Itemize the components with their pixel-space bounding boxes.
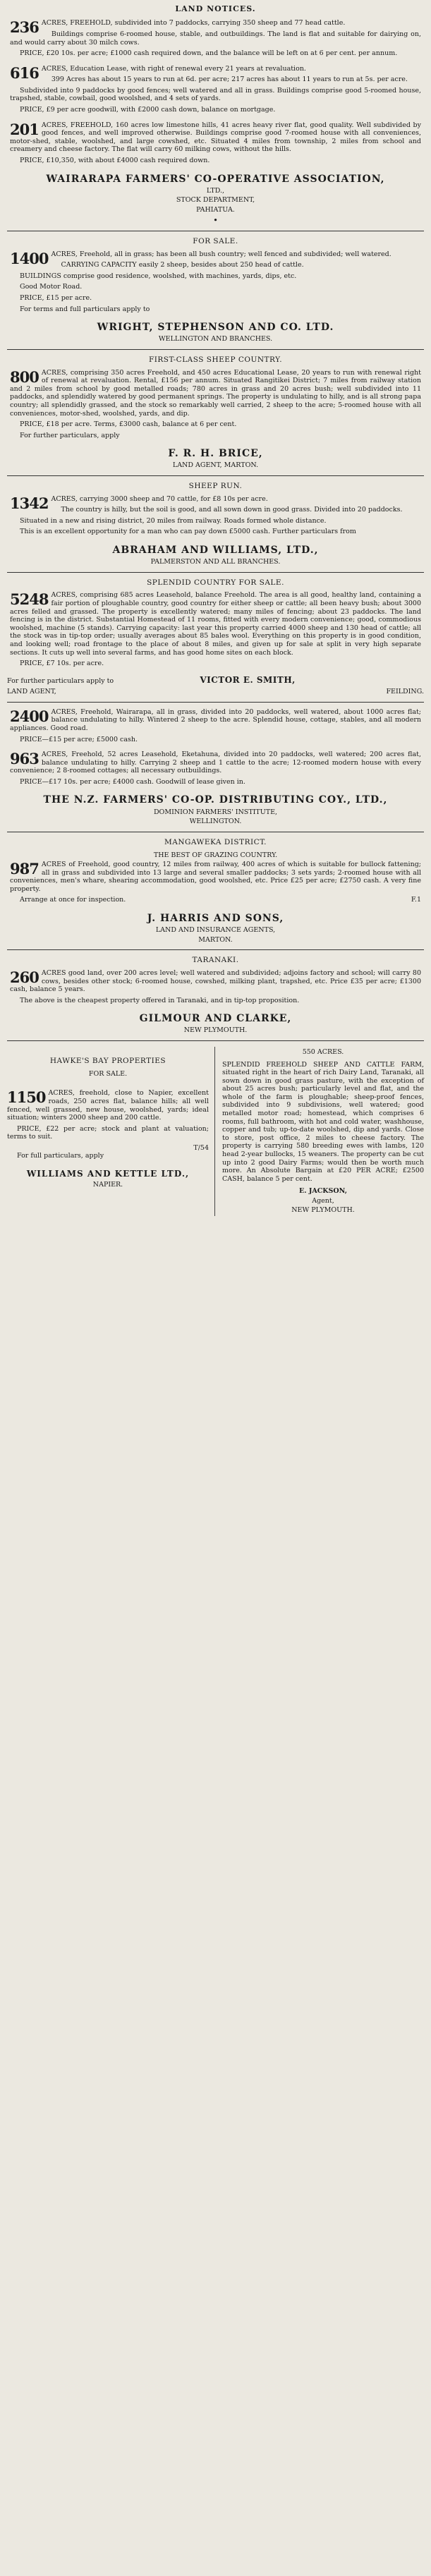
ad-963-acres [10,751,421,789]
ad-text: For full particulars, apply [17,1152,104,1160]
ad-lead-number: 1342 [10,494,49,512]
ad-reference: F.1 [411,896,421,904]
left-column [7,1047,215,1216]
divider [7,349,424,350]
ad-text: Buildings comprise 6-roomed house, stable, and outbuildings. The land is flat and suitable for dairying on, and would carry about 30 milch cows. [10,30,421,47]
ad-title: 550 ACRES. [302,1047,344,1056]
ad-text-inline: Arrange at once for inspection. [20,896,126,904]
ad-550-acres [222,1061,424,1184]
ad-lead-number: 2400 [10,707,49,725]
advertiser-location: WELLINGTON. [189,818,242,826]
divider [7,949,424,950]
ad-lead-number: 260 [10,968,39,987]
advertiser-location: FEILDING. [386,688,424,696]
ad-text: ACRES, carrying 3000 sheep and 70 cattle, for £8 10s per acre. [51,494,268,503]
advertiser-ltd: LTD., [206,186,225,195]
advertiser-name: J. HARRIS AND SONS, [147,912,284,924]
ad-text: ACRES, freehold, close to Napier, excellent roads, 250 acres flat, balance hills; all well fenced, well grassed, new house, woolshed, yards; ideal situation; winters 2000 sheep and 200 cattle. [7,1089,209,1122]
ad-text: ACRES, comprising 350 acres Freehold, and 450 acres Educational Lease, 20 years to run with renewal right of renewal at revaluation. Rental, £156 per annum. Situated Rangitikei District; 7 miles from railway station and 2 miles from school by good metalled roads; 780 acres in grass and 20 acres bush; well subdivided into 11 paddocks, and splendidly watered by good permanent springs. The property is undulating to hilly, and is all strong papa country; all splendidly grassed, and the stock so remarkably well carried, 2 sheep to the acre; 5-roomed house with all conveniences, motor-shed, woolshed, yards, and dip. [10,368,421,418]
ad-text: ACRES, Freehold, all in grass; has been all bush country; well fenced and subdivided; well watered. [51,250,391,258]
ad-lead-number: 1400 [10,249,49,267]
ad-title: FIRST-CLASS SHEEP COUNTRY. [148,355,283,364]
ad-201-acres [10,121,421,168]
spacer [7,1079,209,1089]
land-notices-page [7,0,424,1216]
ad-price: PRICE, £7 10s. per acre. [20,660,104,668]
agent-row [7,675,424,686]
ad-price: PRICE, £22 per acre; stock and plant at valuation; terms to suit. [7,1124,209,1141]
ad-price: PRICE, £15 per acre. [20,294,92,302]
ad-text: The country is hilly, but the soil is good, and all sown down in good grass. Divided into 20 paddocks. [61,506,403,514]
ad-title: SHEEP RUN. [188,481,243,490]
divider [7,1040,424,1041]
advertiser-sub: LAND AND INSURANCE AGENTS, [155,926,276,935]
ad-5248-acres [10,591,421,670]
ad-price: PRICE, £10,350, with about £4000 cash required down. [20,156,210,164]
ad-subtitle: THE BEST OF GRAZING COUNTRY. [153,851,278,859]
ad-2400-acres [10,708,421,746]
ad-1342-acres [10,495,421,539]
advertiser-name: WAIRARAPA FARMERS' CO-OPERATIVE ASSOCIATION, [46,173,385,185]
ad-lead-number: 963 [10,750,39,768]
advertiser-name: ABRAHAM AND WILLIAMS, LTD., [112,545,319,556]
ad-lead-number: 201 [10,120,39,138]
advertiser-role: Agent, [312,1196,334,1205]
ad-text: For terms and full particulars apply to [20,305,150,313]
advertiser-location: PALMERSTON AND ALL BRANCHES. [150,558,281,566]
ad-subtitle: FOR SALE. [88,1069,128,1078]
ad-lead-number: 616 [10,63,39,82]
ad-616-acres [10,65,421,117]
advertiser-name: THE N.Z. FARMERS' CO-OP. DISTRIBUTING COY., LTD., [43,794,388,806]
ad-1400-acres [10,250,421,316]
two-column-ads [7,1047,424,1216]
ad-title: HAWKE'S BAY PROPERTIES [49,1056,166,1065]
ad-text: Situated in a new and rising district, 20 miles from railway. Roads formed whole distance. [20,516,327,525]
advertiser-name: E. JACKSON, [298,1187,348,1196]
advertiser-location: LAND AGENT, MARTON. [172,461,259,470]
divider [7,475,424,476]
ad-text: The above is the cheapest property offered in Taranaki, and in tip-top proposition. [20,996,300,1004]
right-column [222,1047,424,1216]
advertiser-location: NEW PLYMOUTH. [183,1026,248,1035]
ad-lead-number: 987 [10,860,39,878]
ad-text: ACRES, Education Lease, with right of renewal every 21 years at revaluation. [41,64,306,73]
ad-title: SPLENDID COUNTRY FOR SALE. [147,578,284,587]
ad-text: Good Motor Road. [20,283,83,291]
ad-987-acres [10,861,421,907]
ad-lead-number: 1150 [7,1088,46,1107]
ad-1150-acres [7,1089,209,1163]
ad-text: ACRES, FREEHOLD, 160 acres low limestone hills, 41 acres heavy river flat, good quality. Well subdivided by good fences, and well improved otherwise. Buildings comprise good 7-roomed house with all conveniences, motor-shed, stable, woolshed, and large cowshed, etc. Situated 4 miles from township, 2 miles from school and creamery and cheese factory. The flat will carry 60 milking cows, without the hills. [10,121,421,154]
separator-dot: • [213,217,218,225]
ad-800-acres [10,369,421,443]
ad-text: This is an excellent opportunity for a man who can pay down £5000 cash. Further particulars from [20,528,356,536]
advertiser-name: WRIGHT, STEPHENSON AND CO. LTD. [97,322,334,334]
ad-text: CARRYING CAPACITY easily 2 sheep, besides about 250 head of cattle. [61,261,304,269]
advertiser-name: F. R. H. BRICE, [168,448,263,460]
ad-text: For further particulars apply to [7,676,114,685]
ad-236-acres [10,19,421,60]
divider [7,572,424,573]
advertiser-location: MARTON. [198,935,233,944]
ad-text: SPLENDID FREEHOLD SHEEP AND CATTLE FARM, situated right in the heart of rich Dairy Land, Taranaki, all sown down in good grass pasture, with the exception of about 25 acres bush; particularly level and flat, and the whole of the farm is ploughable; sheep-proof fences, subdivided into 9 subdivisions, well watered; good metalled motor road; homestead, which comprises 6 rooms, full bathroom, with hot and cold water, washhouse, copper and tub; up-to-date woolshed, dip and yards. Close to store, post office, 2 miles to cheese factory. The property is carrying 580 breeding ewes with lambs, 120 head 2-year bullocks, 15 weaners. The property can be cut up into 2 good Dairy Farms; would then be worth much more. An Absolute Bargain at £20 PER ACRE; £2500 CASH, balance 5 per cent. [222,1060,424,1183]
ad-title: TARANAKI. [192,956,239,965]
ad-text: ACRES of Freehold, good country, 12 miles from railway, 400 acres of which is suitable for bullock fattening; all in grass and subdivided into 13 large and several smaller paddocks; 3 sets yards; 2-roomed house with all conveniences, men's whare, shearing accommodation, good woolshed, etc. Price £25 per acre; £2750 cash. A very fine property. [10,861,421,893]
advertiser-location: NAPIER. [92,1180,123,1189]
ad-text: ACRES, comprising 685 acres Leasehold, balance Freehold. The area is all good, healthy land, containing a fair portion of ploughable country, good country for either sheep or cattle; all been heavy bush; about 3000 acres felled and grassed. The property is excellently watered; many miles of fencing; about 23 paddocks. The land fencing is in the district. Substantial Homestead of 11 rooms, fitted with every modern convenience; good, commodious woolshed, machine (5 stands). Carrying capacity: last year this property carried 4000 sheep and 130 head of cattle; all the stock was in tip-top order; usually averages about 85 bales wool. Everything on this property is in good condition, and looking well; road frontage to the place of about 8 miles, and given up for sale at split in very high separate sections. It cuts up well into several farms, and has good home sites on each block. [10,591,421,657]
ad-title: MANGAWEKA DISTRICT. [164,837,267,846]
ad-text: ACRES, Freehold, 52 acres Leasehold, Eketahuna, divided into 20 paddocks, well watered; 200 acres flat, balance undulating to hilly. Carrying 2 sheep and 1 cattle to the acre; 12-roomed modern house with every convenience; 2 8-roomed cottages; all necessary outbuildings. [10,751,421,775]
ad-price: PRICE, £18 per acre. Terms, £3000 cash, balance at 6 per cent. [20,420,237,429]
ad-text: ACRES, FREEHOLD, subdivided into 7 paddocks, carrying 350 sheep and 77 head cattle. [41,19,346,28]
ad-reference: T/54 [193,1143,209,1152]
advertiser-name: GILMOUR AND CLARKE, [139,1013,292,1025]
ad-text [10,896,421,904]
ad-text: For further particulars, apply [20,431,120,439]
section-header: LAND NOTICES. [175,4,256,13]
ad-price: PRICE—£17 10s. per acre; £4000 cash. Goodwill of lease given in. [20,777,245,786]
divider [7,702,424,703]
ad-260-acres [10,969,421,1007]
advertiser-name: WILLIAMS AND KETTLE LTD., [26,1168,190,1179]
advertiser-role: LAND AGENT, [7,688,56,696]
ad-lead-number: 236 [10,18,39,37]
advertiser-dept: STOCK DEPARTMENT, [176,196,255,205]
advertiser-sub: DOMINION FARMERS' INSTITUTE, [153,808,278,816]
advertiser-place: PAHIATUA. [196,205,235,214]
ad-price: PRICE—£15 per acre; £5000 cash. [20,735,138,743]
ad-price: PRICE, £9 per acre goodwill, with £2000 cash down, balance on mortgage. [20,106,276,114]
ad-text: ACRES good land, over 200 acres level; well watered and subdivided; adjoins factory and school; will carry 80 cows, besides other stock; 6-roomed house, cowshed, milking plant, trapshed, etc. Price £35 per acre; £1300 cash, balance 5 years. [10,969,421,994]
advertiser-location: NEW PLYMOUTH. [291,1206,355,1215]
agent-location-row [7,688,424,696]
ad-text: BUILDINGS comprise good residence, woolshed, with machines, yards, dips, etc. [20,272,297,280]
ad-lead-number: 5248 [10,590,49,609]
ad-text: ACRES, Freehold, Wairarapa, all in grass, divided into 20 paddocks, well watered, about 1000 acres flat; balance undulating to hilly. Wintered 2 sheep to the acre. Splendid house, cottage, stables, and all modern appliances. Good road. [10,707,421,733]
ad-price: PRICE, £20 10s. per acre; £1000 cash required down, and the balance will be left on at 6 per cent. per annum. [20,49,398,58]
advertiser-name: VICTOR E. SMITH, [200,674,296,685]
ad-text: 399 Acres has about 15 years to run at 6d. per acre; 217 acres has about 11 years to run at 5s. per acre. [51,75,408,84]
ad-text: Subdivided into 9 paddocks by good fences; well watered and all in grass. Buildings comprise good 5-roomed house, trapshed, stable, cowbail, good woolshed, and 4 sets of yards. [10,86,421,103]
ad-lead-number: 800 [10,367,39,386]
ad-title: FOR SALE. [193,236,238,245]
advertiser-location: WELLINGTON AND BRANCHES. [158,335,273,344]
